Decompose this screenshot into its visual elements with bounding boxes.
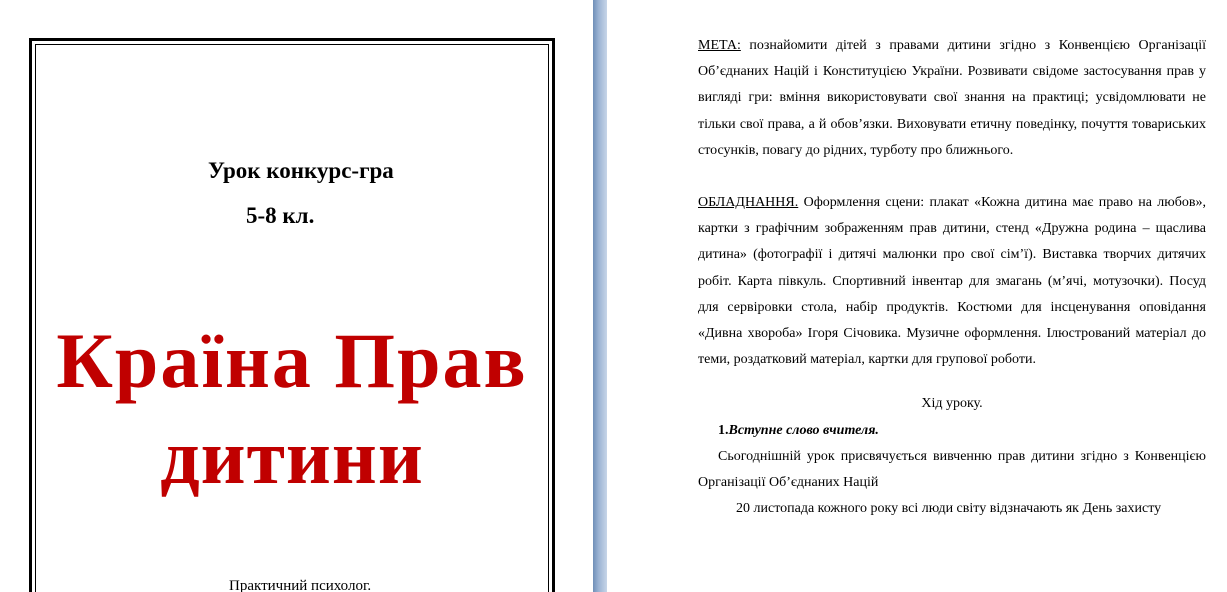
content-page xyxy=(607,0,1227,592)
document-body xyxy=(698,33,1206,522)
cover-title-line-2: дитини xyxy=(160,413,424,500)
equipment-text: Оформлення сцени: плакат «Кожна дитина має право на любов», картки з графічним зображенням прав дитини, стенд «Дружна родина – щаслива дитина» (фотографії і дитячі малюнки про свої сім’ї). Виставка творчих дитячих робіт. Карта півкуль. Спортивний інвентар для змагань (м’ячі, мотузочки). Посуд для сервіровки стола, набір продуктів. Костюми для інсценування оповідання «Дивна хвороба» Ігоря Січовика. Музичне оформлення. Ілюстрований матеріал до теми, роздатковий матеріал, картки для групової роботи. xyxy=(698,195,1206,368)
equipment-paragraph xyxy=(698,190,1206,373)
goal-label: МЕТА: xyxy=(698,38,741,53)
section-number: 1. xyxy=(718,422,729,438)
cover-grade: 5-8 кл. xyxy=(246,203,315,228)
cover-subtitle: Урок конкурс-гра xyxy=(208,158,394,183)
cover-page xyxy=(0,0,593,592)
equipment-label: ОБЛАДНАННЯ. xyxy=(698,195,799,211)
page-gutter xyxy=(593,0,607,592)
section-heading xyxy=(698,418,1206,444)
section-paragraph: Сьогоднішній урок присвячується вивченню прав дитини згідно з Конвенцією Організації Об’єднаних Націй xyxy=(698,448,1206,491)
lesson-heading: Хід уроку. xyxy=(921,396,983,412)
cover-author: Практичний психолог. xyxy=(229,578,372,592)
cover-title-line-1: Країна Прав xyxy=(56,317,528,404)
goal-paragraph xyxy=(698,33,1206,164)
section-title: Вступне слово вчителя. xyxy=(728,422,879,438)
section-paragraph-2: 20 листопада кожного року всі люди світу відзначають як День захисту xyxy=(736,501,1162,517)
cover-frame xyxy=(29,38,555,592)
goal-text: познайомити дітей з правами дитини згідно з Конвенцією Організації Об’єднаних Націй і Конституцією України. Розвивати свідоме застосування прав у вигляді гри: вміння використовувати свої знання на практиці; усвідомлювати не тільки свої права, а й обов’язки. Виховувати етичну поведінку, почуття товариських стосунків, повагу до рідних, турботу про ближнього. xyxy=(698,38,1206,158)
